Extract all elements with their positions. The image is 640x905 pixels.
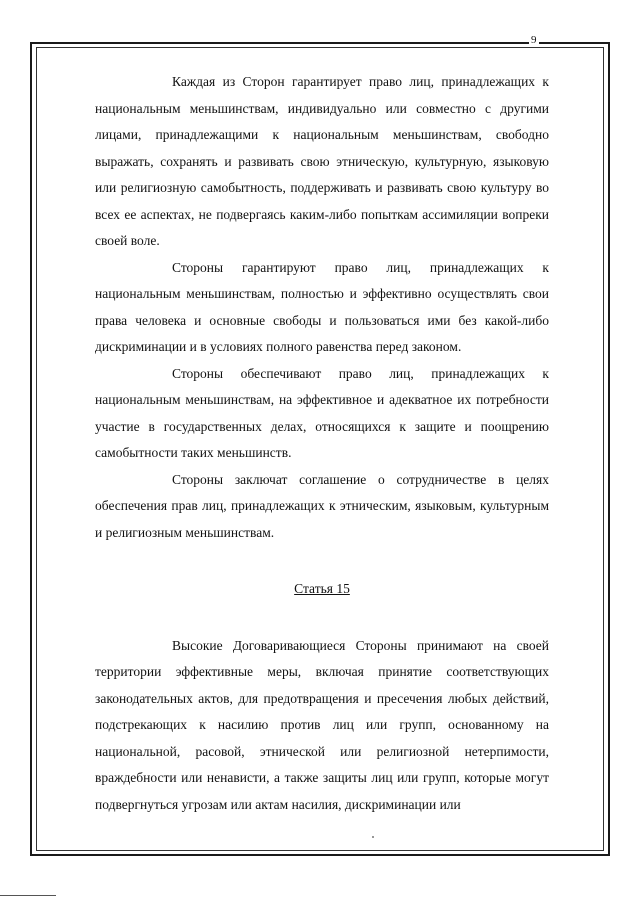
scan-speck — [372, 836, 374, 838]
page-number: 9 — [531, 34, 537, 46]
scan-edge-mark — [0, 895, 56, 896]
article-heading: Статья 15 — [294, 581, 350, 596]
paragraph: Стороны гарантируют право лиц, принадлежащих к национальным меньшинствам, полностью и эффективно осуществлять свои права человека и основные свободы и пользоваться ими без какой-либо дискриминации и в условиях полного равенства перед законом. — [95, 259, 549, 354]
paragraph: Высокие Договаривающиеся Стороны принимают на своей территории эффективные меры, включая принятие соответствующих законодательных актов, для предотвращения и пресечения любых действий, подстрекающих к насилию против лиц или групп, основанному на национальной, расовой, этнической или религиозной нетерпимости, враждебности или ненависти, а также защиты лиц или групп, которые могут подвергнуться угрозам или актам насилия, дискриминации или — [95, 637, 549, 812]
paragraph: Стороны обеспечивают право лиц, принадлежащих к национальным меньшинствам, на эффективное и адекватное их потребности участие в государственных делах, относящихся к защите и поощрению самобытности таких меньшинств. — [95, 365, 549, 460]
document-body — [95, 69, 549, 818]
paragraph: Каждая из Сторон гарантирует право лиц, принадлежащих к национальным меньшинствам, индивидуально или совместно с другими лицами, принадлежащими к национальным меньшинствам, свободно выражать, сохранять и развивать свою этническую, культурную, языковую или религиозную самобытность, поддерживать и развивать свою культуру во всех ее аспектах, не подвергаясь каким-либо попыткам ассимиляции вопреки своей воле. — [95, 74, 549, 248]
paragraph: Стороны заключат соглашение о сотрудничестве в целях обеспечения прав лиц, принадлежащих к этническим, языковым, культурным и религиозным меньшинствам. — [95, 471, 549, 540]
